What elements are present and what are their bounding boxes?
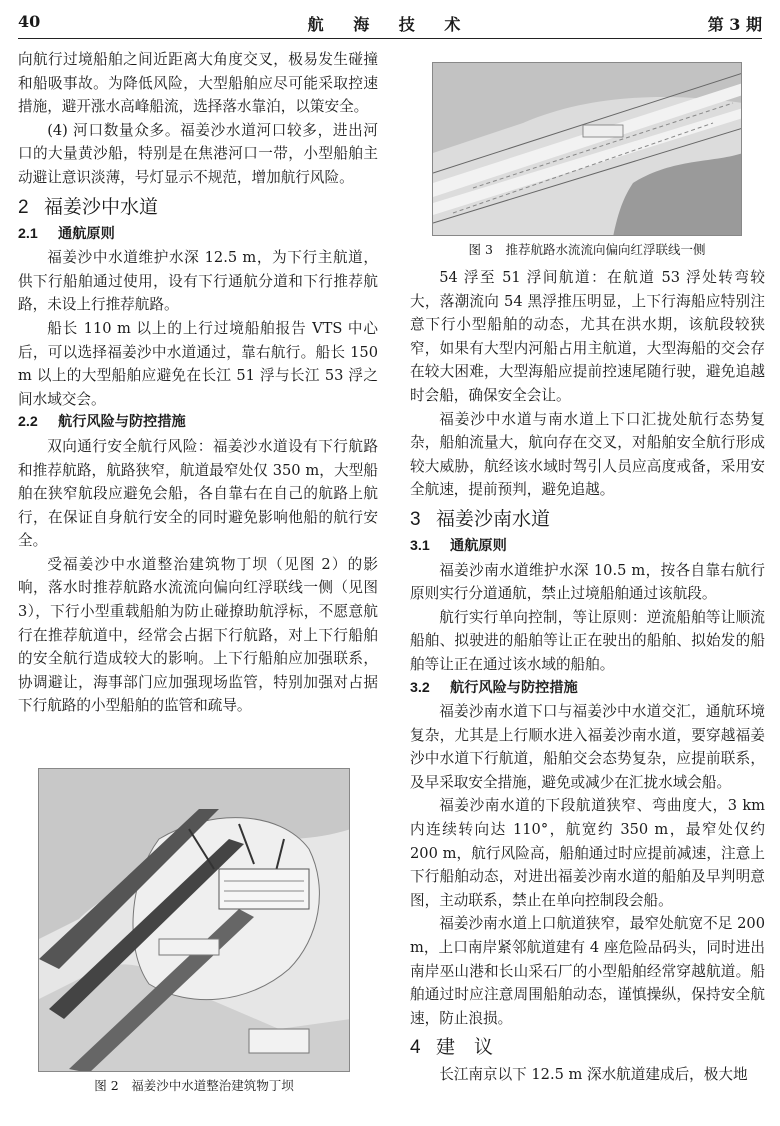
subsection-number: 3.1 [410,537,430,554]
right-column [410,266,765,1087]
paragraph: (4) 河口数量众多。福姜沙水道河口较多，进出河口的大量黄沙船，特别是在焦港河口一带，小型船舶主动避让意识淡薄，号灯显示不规范，增加航行风险。 [18,121,378,186]
paragraph: 航行实行单向控制，等让原则：逆流船舶等让顺流船舶、拟驶进的船舶等让正在驶出的船舶、拟始发的船舶等让正在通过该水域的船舶。 [410,608,765,673]
flow-map-image [433,63,742,236]
paragraph: 船长 110 m 以上的上行过境船舶报告 VTS 中心后，可以选择福姜沙中水道通过，靠右航行。船长 150 m 以上的大型船舶应避免在长江 51 浮与长江 53 浮之间水域交会。 [18,319,378,408]
subsection-heading [18,411,378,435]
figure-3-map [432,62,742,236]
paragraph: 福姜沙南水道维护水深 10.5 m，按各自靠右航行原则实行分道通航，禁止过境船舶通过该航段。 [410,561,765,603]
section-heading [18,192,378,223]
section-number: 2 [18,196,29,218]
header-rule [18,38,762,39]
subsection-heading [18,223,378,247]
section-heading [410,504,765,535]
paragraph: 双向通行安全航行风险：福姜沙水道设有下行航路和推荐航路，航路狭窄，航道最窄处仅 350 m，大型船舶在狭窄航段应避免会船，各自靠右在自己的航路上航行，在保证自身航行安全的同时避免影响他船的航行安全。 [18,437,378,550]
subsection-title: 航行风险与防控措施 [58,414,186,431]
paragraph: 福姜沙南水道下口与福姜沙中水道交汇，通航环境复杂，尤其是上行顺水进入福姜沙南水道，要穿越福姜沙中水道下行航道，船舶交会态势复杂，应提前联系，及早采取安全措施，避免或减少在汇拢水域会船。 [410,703,765,791]
page-number: 40 [18,12,41,31]
river-map-image [39,769,350,1072]
subsection-number: 2.2 [18,414,38,431]
figure-3-caption: 图 3 推荐航路水流流向偏向红浮联线一侧 [468,242,706,257]
subsection-heading [410,535,765,559]
issue-label: 第 3 期 [707,15,762,34]
section-heading [410,1032,765,1063]
figure-2-map [38,768,350,1072]
subsection-number: 2.1 [18,225,38,242]
subsection-title: 通航原则 [450,537,507,554]
subsection-number: 3.2 [410,679,430,696]
subsection-title: 航行风险与防控措施 [450,679,578,696]
paragraph: 福姜沙中水道维护水深 12.5 m，为下行主航道，供下行船舶通过使用，设有下行通航分道和下行推荐航路，未设上行推荐航路。 [18,249,378,314]
paragraph: 向航行过境船舶之间近距离大角度交叉，极易发生碰撞和船吸事故。为降低风险，大型船舶应尽可能采取控速措施，避开涨水高峰船流，选择落水靠泊，以策安全。 [18,51,378,116]
figure-3 [432,62,742,260]
journal-title: 航 海 技 术 [307,15,473,34]
section-title: 建 议 [436,1036,494,1059]
paragraph: 福姜沙南水道的下段航道狭窄、弯曲度大，3 km 内连续转向达 110°，航宽约 350 m，最窄处仅约 200 m，航行风险高，船舶通过时应提前减速，注意上下行船舶动态，对进出福姜沙南水道的船舶及早判明意图，主动联系，禁止在单向控制段会船。 [410,797,765,909]
paragraph: 54 浮至 51 浮间航道：在航道 53 浮处转弯较大，落潮流向 54 黑浮推压明显，上下行海船应特别注意下行小型船舶的动态，尤其在洪水期，该航段较狭窄，如果有大型内河船占用主航道，大型海船的交会存在较大困难，大型海船应提前控速尾随行驶，避免追越时会船，确保安全会让。 [410,269,765,404]
section-title: 福姜沙中水道 [44,195,159,218]
paragraph: 福姜沙中水道与南水道上下口汇拢处航行态势复杂，船舶流量大，航向存在交叉，对船舶安全航行形成较大威胁，航经该水域时驾引人员应高度戒备，采用安全航速，提前预判，避免追越。 [410,410,765,499]
paragraph: 长江南京以下 12.5 m 深水航道建成后，极大地 [439,1066,748,1084]
figure-2-caption: 图 2 福姜沙中水道整治建筑物丁坝 [94,1078,294,1093]
paragraph: 受福姜沙中水道整治建筑物丁坝（见图 2）的影响，落水时推荐航路水流流向偏向红浮联线一侧（见图 3），下行小型重载船舶为防止碰撩助航浮标，不愿意航行在推荐航道中，经常会占据下行航路，对上下行船舶的安全航行造成较大的影响。上下行船舶应加强联系，协调避让，海事部门应加强现场监管，特别加强对占据下行航路的小型船舶的监管和疏导。 [18,555,378,715]
left-column [18,48,378,718]
figure-2 [38,768,350,1096]
section-number: 4 [410,1037,421,1059]
subsection-heading [410,677,765,701]
section-number: 3 [410,508,421,530]
running-header [18,10,762,36]
paragraph: 福姜沙南水道上口航道狭窄，最窄处航宽不足 200 m，上口南岸紧邻航道建有 4 座危险品码头，同时进出南岸巫山港和长山采石厂的小型船舶经常穿越航道。船舶通过时应注意周围船舶动态，谨慎操纵，保持安全航速，防止浪损。 [410,915,765,1027]
section-title: 福姜沙南水道 [436,507,551,530]
subsection-title: 通航原则 [58,225,115,242]
